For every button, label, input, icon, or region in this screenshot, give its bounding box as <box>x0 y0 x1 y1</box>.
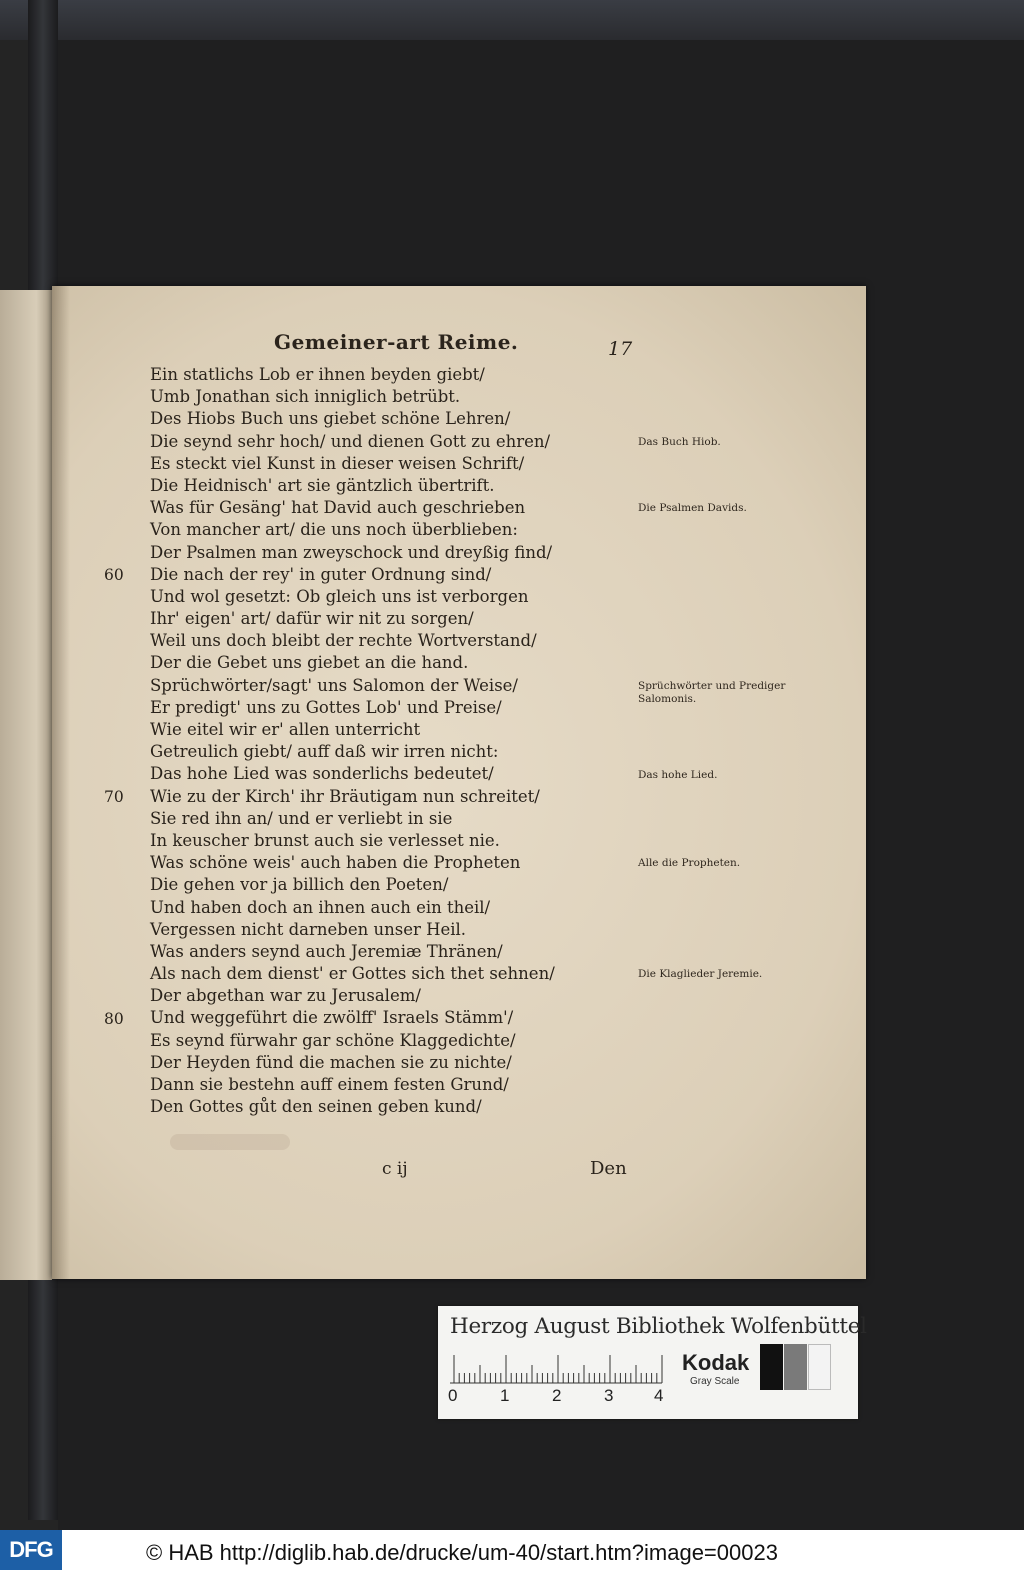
verse-line: Umb Jonathan sich inniglich betrübt. <box>150 387 461 407</box>
marginal-note: Das hohe Lied. <box>638 768 718 781</box>
ink-bleed-through <box>170 1134 290 1150</box>
facing-page-edge <box>0 290 52 1280</box>
verse-line: Die gehen vor ja billich den Poeten/ <box>150 875 449 895</box>
verse-line: Der die Gebet uns giebet an die hand. <box>150 653 469 673</box>
line-number: 80 <box>104 1009 124 1028</box>
verse-line: Wie eitel wir er' allen unterricht <box>150 720 421 739</box>
verse-line: Es seynd fürwahr gar schöne Klaggedichte/ <box>150 1030 516 1050</box>
marginal-note: Die Klaglieder Jeremie. <box>638 968 763 981</box>
ribbon-bookmark-lower <box>28 1270 58 1520</box>
verse-block <box>150 364 620 1118</box>
copyright-link[interactable]: © HAB http://diglib.hab.de/drucke/um-40/start.htm?image=00023 <box>146 1540 778 1565</box>
gray-patch-black <box>760 1344 783 1390</box>
footer-bar <box>0 1530 1024 1582</box>
gray-patch-mid <box>784 1344 807 1390</box>
verse-line: Und haben doch an ihnen auch ein theil/ <box>150 897 491 917</box>
verse-line: Das hohe Lied was sonderlichs bedeutet/ <box>150 764 494 784</box>
verse-line: Des Hiobs Buch uns giebet schöne Lehren/ <box>150 409 511 429</box>
running-header: Gemeiner-art Reime. <box>274 330 519 354</box>
ribbon-bookmark <box>28 0 58 300</box>
verse-line: Der Heyden fünd die machen sie zu nichte/ <box>150 1052 512 1072</box>
verse-line: Die nach der rey' in guter Ordnung sind/ <box>150 564 492 584</box>
verse-line: Es steckt viel Kunst in dieser weisen Schrift/ <box>150 453 525 473</box>
verse-line: Als nach dem dienst' er Gottes sich thet sehnen/ <box>150 964 555 984</box>
marginal-note: Sprüchwörter und Prediger Salomonis. <box>638 679 786 705</box>
ruler-number: 3 <box>604 1386 614 1405</box>
ruler-number: 4 <box>654 1386 664 1405</box>
gray-patch-white <box>808 1344 831 1390</box>
library-label-card <box>438 1306 867 1419</box>
verse-line: Dann sie bestehn auff einem festen Grund/ <box>150 1075 509 1094</box>
ruler-number: 1 <box>500 1386 510 1405</box>
marginal-note: Die Psalmen Davids. <box>638 502 747 515</box>
verse-line: Der abgethan war zu Jerusalem/ <box>150 986 421 1006</box>
verse-line: Und weggeführt die zwölff' Israels Stämm'/ <box>150 1008 514 1028</box>
verse-line: Und wol gesetzt: Ob gleich uns ist verborgen <box>150 586 529 606</box>
marginal-note: Das Buch Hiob. <box>638 435 721 448</box>
verse-line: Er predigt' uns zu Gottes Lob' und Preise/ <box>150 697 502 717</box>
verse-line: Sprüchwörter/sagt' uns Salomon der Weise/ <box>150 675 518 695</box>
verse-line: Die Heidnisch' art sie gäntzlich übertrift. <box>150 475 495 495</box>
gray-scale-caption: Gray Scale <box>690 1376 740 1387</box>
dfg-logo: DFG <box>0 1530 62 1570</box>
scanner-backdrop <box>0 0 1024 40</box>
verse-line: Vergessen nicht darneben unser Heil. <box>150 919 467 939</box>
verse-line: Getreulich giebt/ auff daß wir irren nicht: <box>150 742 499 762</box>
verse-line: Von mancher art/ die uns noch überblieben: <box>150 520 518 540</box>
institution-name: Herzog August Bibliothek Wolfenbüttel <box>450 1314 867 1339</box>
verse-line: Was anders seynd auch Jeremiæ Thränen/ <box>150 941 503 961</box>
verse-line: Wie zu der Kirch' ihr Bräutigam nun schreitet/ <box>150 786 540 806</box>
verse-line: Was schöne weis' auch haben die Propheten <box>150 853 521 873</box>
kodak-logo: Kodak <box>682 1350 750 1375</box>
verse-line: Ein statlichs Lob er ihnen beyden giebt/ <box>150 365 485 384</box>
verse-line: Weil uns doch bleibt der rechte Wortverstand/ <box>150 631 537 651</box>
verse-line: Die seynd sehr hoch/ und dienen Gott zu ehren/ <box>150 431 551 451</box>
verse-line: In keuscher brunst auch sie verlesset nie. <box>150 830 500 850</box>
page-gutter-shadow <box>52 286 70 1279</box>
measurement-ruler <box>450 1354 666 1384</box>
verse-line: Den Gottes gůt den seinen geben kund/ <box>150 1097 482 1117</box>
verse-line: Ihr' eigen' art/ dafür wir nit zu sorgen/ <box>150 609 474 629</box>
page-number: 17 <box>608 338 633 360</box>
verse-line: Der Psalmen man zweyschock und dreyßig find/ <box>150 542 553 562</box>
line-number: 60 <box>104 565 124 584</box>
line-number: 70 <box>104 787 124 806</box>
signature-mark: c ij <box>382 1159 408 1179</box>
verse-line: Was für Gesäng' hat David auch geschrieben <box>150 498 526 518</box>
ruler-number: 2 <box>552 1386 562 1405</box>
ruler-number: 0 <box>448 1386 458 1405</box>
catchword: Den <box>590 1158 627 1179</box>
marginal-note: Alle die Propheten. <box>638 857 741 870</box>
verse-line: Sie red ihn an/ und er verliebt in sie <box>150 808 453 828</box>
book-page <box>52 286 866 1279</box>
